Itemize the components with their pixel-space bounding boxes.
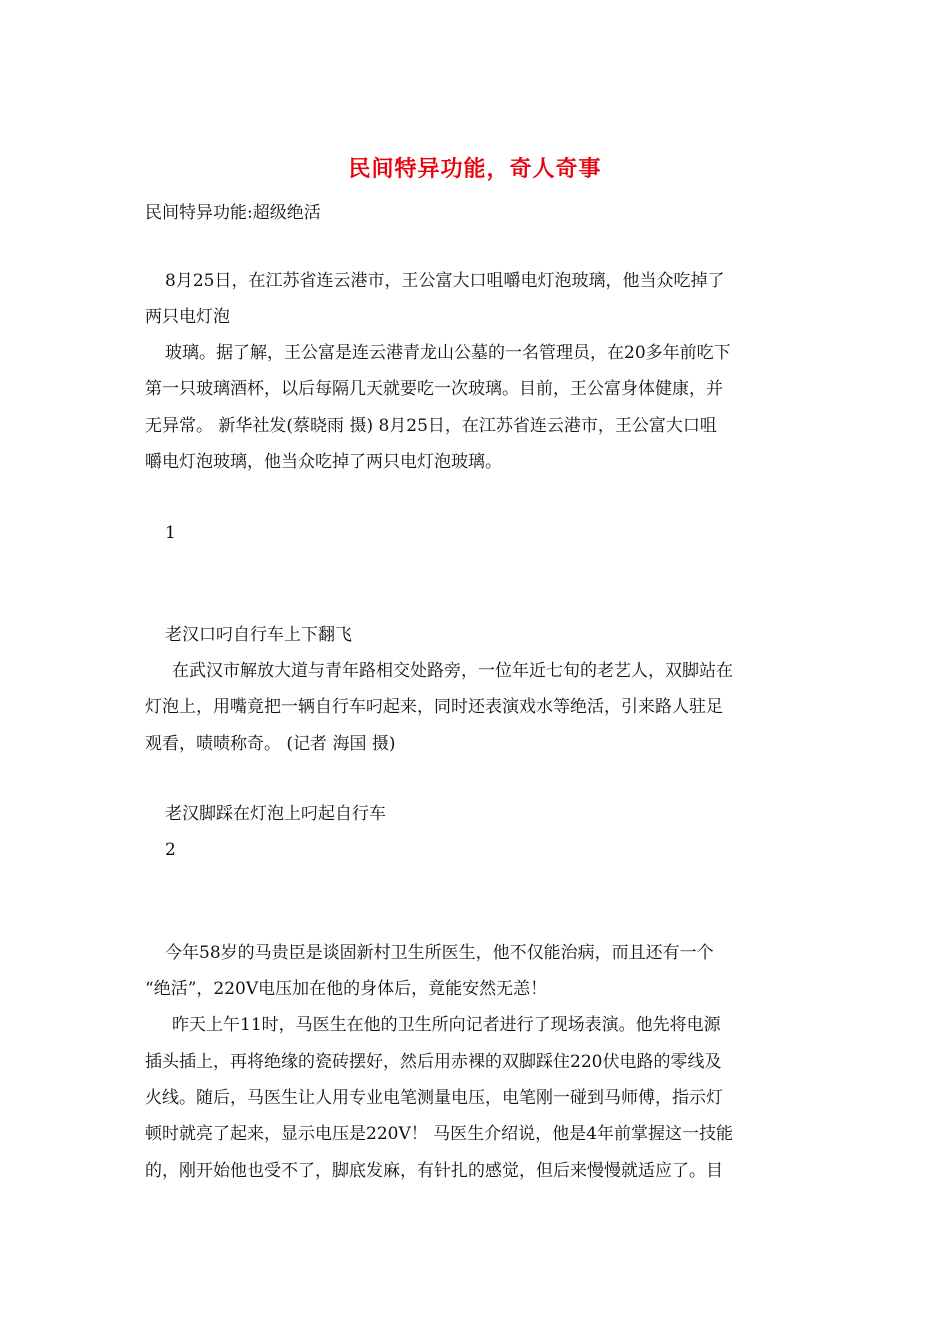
section2-line-1: 在武汉市解放大道与青年路相交处路旁，一位年近七旬的老艺人，双脚站在 bbox=[172, 661, 733, 681]
section1-line-2: 两只电灯泡 bbox=[145, 307, 230, 327]
section2-heading: 老汉口叼自行车上下翻飞 bbox=[165, 625, 352, 645]
section2-line-2: 灯泡上，用嘴竟把一辆自行车叼起来，同时还表演戏水等绝活，引来路人驻足 bbox=[145, 697, 723, 717]
section1-number: 1 bbox=[165, 523, 176, 543]
section3-line-1: 今年58岁的马贵臣是谈固新村卫生所医生，他不仅能治病，而且还有一个 bbox=[165, 943, 714, 963]
section3-line-7: 的，刚开始他也受不了，脚底发麻，有针扎的感觉，但后来慢慢就适应了。目 bbox=[145, 1161, 723, 1181]
section1-line-6: 嚼电灯泡玻璃，他当众吃掉了两只电灯泡玻璃。 bbox=[145, 452, 502, 472]
section2-line-3: 观看，啧啧称奇。 (记者 海国 摄) bbox=[145, 734, 396, 754]
section1-line-3: 玻璃。据了解，王公富是连云港青龙山公墓的一名管理员，在20多年前吃下 bbox=[165, 343, 731, 363]
section1-line-5: 无异常。 新华社发(蔡晓雨 摄) 8月25日，在江苏省连云港市，王公富大口咀 bbox=[145, 416, 717, 436]
section1-line-1: 8月25日，在江苏省连云港市，王公富大口咀嚼电灯泡玻璃，他当众吃掉了 bbox=[165, 271, 725, 291]
section1-line-4: 第一只玻璃酒杯，以后每隔几天就要吃一次玻璃。目前，王公富身体健康，并 bbox=[145, 379, 723, 399]
document-title: 民间特异功能，奇人奇事 bbox=[348, 157, 602, 182]
section2-caption: 老汉脚踩在灯泡上叼起自行车 bbox=[165, 804, 386, 824]
document-subtitle: 民间特异功能:超级绝活 bbox=[145, 203, 321, 223]
section3-line-3: 昨天上午11时，马医生在他的卫生所向记者进行了现场表演。他先将电源 bbox=[172, 1015, 721, 1035]
section3-line-4: 插头插上，再将绝缘的瓷砖摆好，然后用赤裸的双脚踩住220伏电路的零线及 bbox=[145, 1052, 722, 1072]
section3-line-2: “绝活”，220V电压加在他的身体后，竟能安然无恙！ bbox=[145, 979, 548, 999]
section3-line-6: 顿时就亮了起来，显示电压是220V！ 马医生介绍说，他是4年前掌握这一技能 bbox=[145, 1124, 733, 1144]
section2-number: 2 bbox=[165, 840, 176, 860]
section3-line-5: 火线。随后，马医生让人用专业电笔测量电压，电笔刚一碰到马师傅，指示灯 bbox=[145, 1088, 723, 1108]
